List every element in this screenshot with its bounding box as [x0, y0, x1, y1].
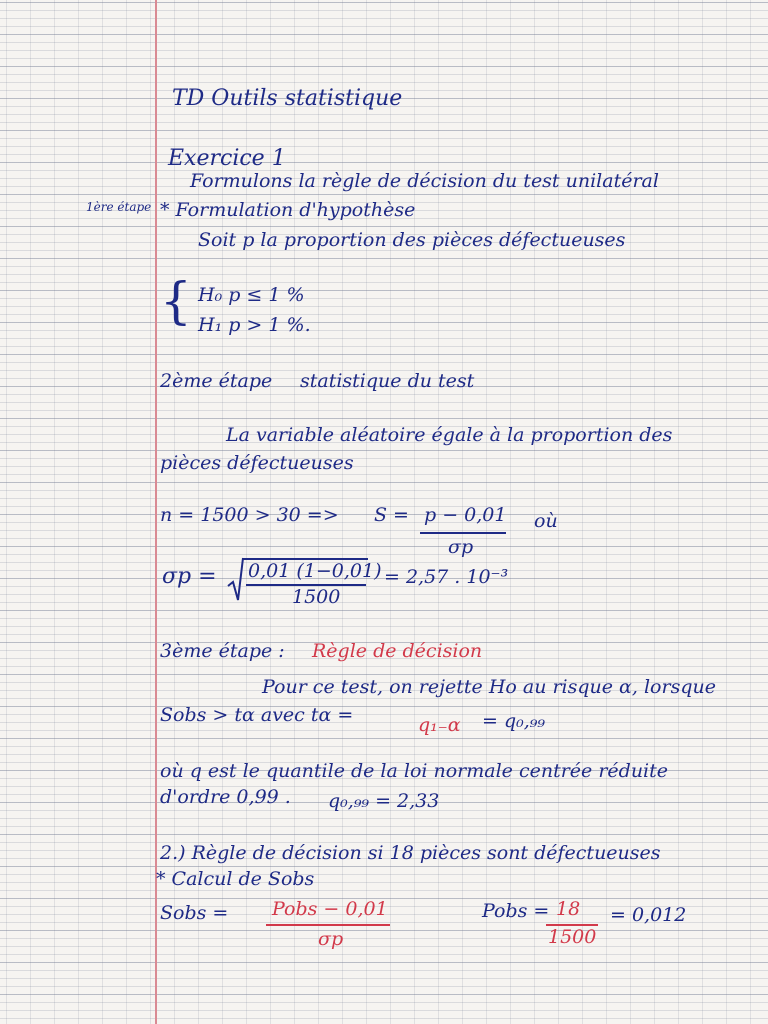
sigma-numerator: 0,01 (1−0,01)	[248, 560, 382, 582]
sigma-lhs: σp =	[162, 564, 217, 589]
step3-line2-c: = q₀,₉₉	[482, 710, 546, 732]
pobs-result: = 0,012	[610, 904, 687, 926]
step3-line2-a: Sobs > tα avec tα =	[160, 704, 354, 726]
s-fraction-bar	[420, 532, 506, 534]
step3-line3: où q est le quantile de la loi normale centrée réduite	[160, 760, 669, 782]
hypothesis-h0: H₀ p ≤ 1 %	[198, 284, 305, 306]
step3-line2-b: q₁₋α	[418, 714, 461, 736]
s-formula-suffix: où	[534, 510, 558, 532]
sobs-lhs: Sobs =	[160, 902, 229, 924]
step3-title: Règle de décision	[312, 640, 483, 662]
step3-line4-b: q₀,₉₉ = 2,33	[328, 790, 440, 812]
sqrt-symbol	[226, 556, 244, 604]
part2-calc: * Calcul de Sobs	[156, 868, 315, 890]
step2-title: statistique du test	[300, 370, 475, 392]
s-formula-numerator: p − 0,01	[424, 504, 507, 526]
step3-label: 3ème étape :	[160, 640, 285, 662]
exercise-intro: Formulons la règle de décision du test unilatéral	[190, 170, 659, 192]
s-formula-lhs: S =	[374, 504, 409, 526]
sobs-denominator: σp	[318, 928, 344, 950]
sobs-fraction-bar	[266, 924, 390, 926]
sigma-denominator: 1500	[292, 586, 341, 608]
pobs-numerator: 18	[556, 898, 581, 920]
hypothesis-h1: H₁ p > 1 %.	[198, 314, 311, 336]
hypothesis-brace: {	[160, 272, 192, 330]
pobs-lhs: Pobs =	[482, 900, 550, 922]
page-title: TD Outils statistique	[172, 86, 403, 111]
step2-label: 2ème étape	[160, 370, 273, 392]
step1-label: 1ère étape	[86, 200, 152, 214]
pobs-denominator: 1500	[548, 926, 597, 948]
step1-title: * Formulation d'hypothèse	[160, 199, 416, 221]
step3-line1: Pour ce test, on rejette Ho au risque α, lorsque	[262, 676, 716, 698]
exercise-heading: Exercice 1	[168, 146, 286, 171]
step1-definition: Soit p la proportion des pièces défectueuses	[198, 229, 626, 251]
sobs-numerator: Pobs − 0,01	[272, 898, 388, 920]
step3-line4-a: d'ordre 0,99 .	[160, 786, 291, 808]
step2-line2: pièces défectueuses	[160, 452, 354, 474]
step2-line1: La variable aléatoire égale à la proportion des	[226, 424, 673, 446]
part2-title: 2.) Règle de décision si 18 pièces sont défectueuses	[160, 842, 661, 864]
n-condition: n = 1500 > 30 =>	[160, 504, 339, 526]
sigma-result: = 2,57 . 10⁻³	[384, 566, 509, 588]
s-formula-denominator: σp	[448, 536, 474, 558]
